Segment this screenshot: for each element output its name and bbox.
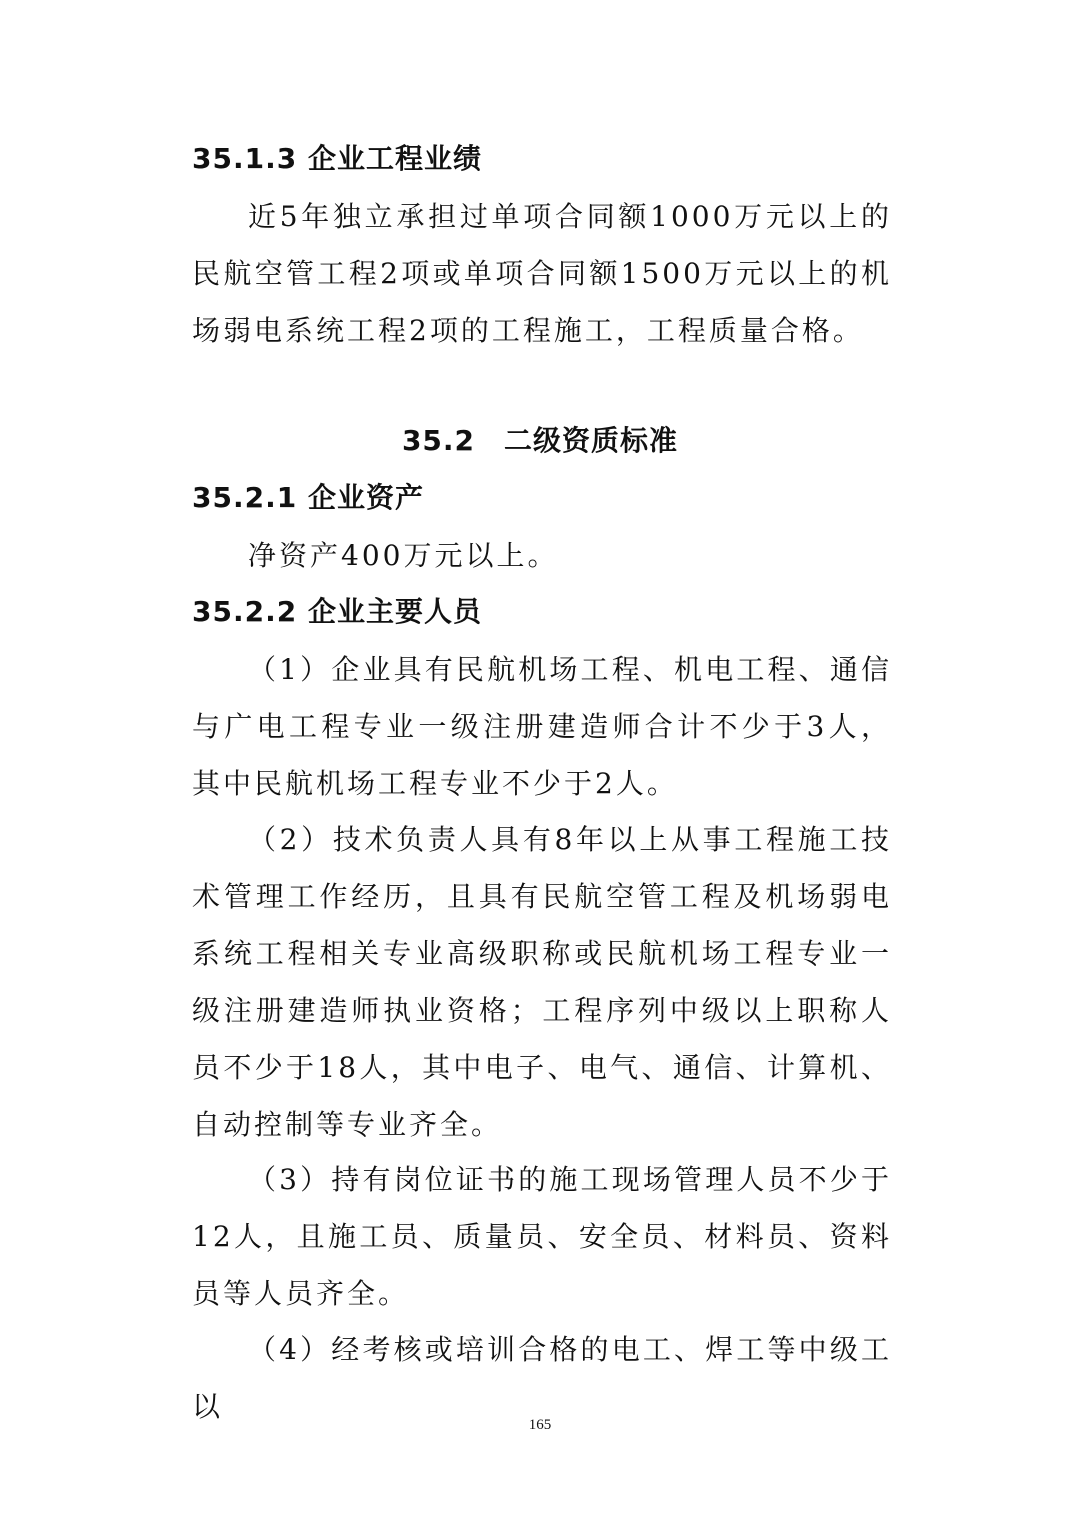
page-number: 165 xyxy=(528,1417,552,1433)
list-item-personnel-1: （1）企业具有民航机场工程、机电工程、通信与广电工程专业一级注册建造师合计不少于3人，其中民航机场工程专业不少于2人。 xyxy=(192,653,892,800)
section-35-2-1-paragraph: 净资产400万元以上。 xyxy=(248,539,559,572)
list-item-personnel-3: （3）持有岗位证书的施工现场管理人员不少于12人，且施工员、质量员、安全员、材料员、资料员等人员齐全。 xyxy=(192,1163,892,1310)
section-35-2-1-heading: 35.2.1 企业资产 xyxy=(192,481,424,514)
list-item-personnel-4: （4）经考核或培训合格的电工、焊工等中级工以 xyxy=(192,1333,892,1423)
section-35-2-2-heading: 35.2.2 企业主要人员 xyxy=(192,595,482,628)
section-35-1-3-paragraph: 近5年独立承担过单项合同额1000万元以上的民航空管工程2项或单项合同额1500万元以上的机场弱电系统工程2项的工程施工，工程质量合格。 xyxy=(192,200,892,347)
section-35-1-3-heading: 35.1.3 企业工程业绩 xyxy=(192,142,482,175)
section-35-2-title: 35.2 二级资质标准 xyxy=(401,424,679,457)
list-item-personnel-2: （2）技术负责人具有8年以上从事工程施工技术管理工作经历，且具有民航空管工程及机场弱电系统工程相关专业高级职称或民航机场工程专业一级注册建造师执业资格；工程序列中级以上职称人员不少于18人，其中电子、电气、通信、计算机、自动控制等专业齐全。 xyxy=(192,823,892,1141)
